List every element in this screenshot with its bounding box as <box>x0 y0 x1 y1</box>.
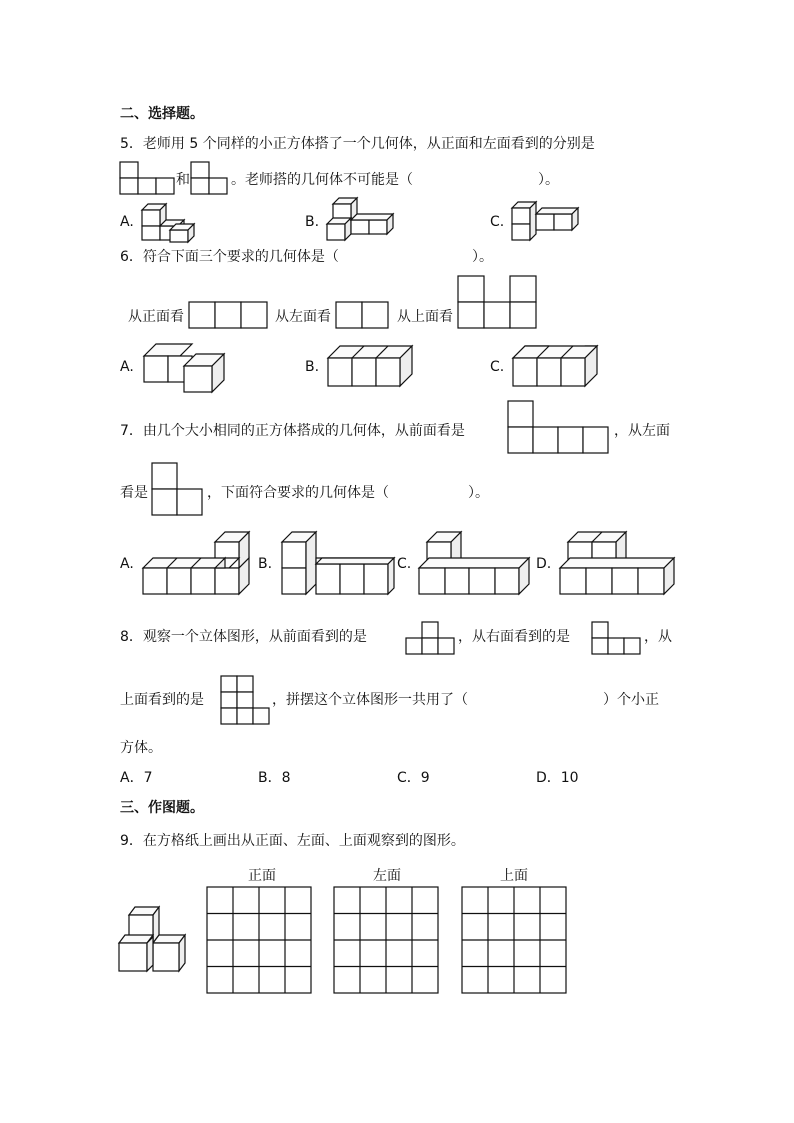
q7-option-a-label: A. <box>120 556 134 572</box>
q8-stem-end: ，从 <box>644 629 672 645</box>
q8-top-view <box>221 676 273 728</box>
q7-close: ）。 <box>468 485 489 501</box>
q6-option-c-figure <box>513 344 605 390</box>
q7-stem: 7．由几个大小相同的正方体搭成的几何体，从前面看是 <box>120 423 465 439</box>
q7-option-a-figure <box>143 530 253 600</box>
q7-stem-end: ，从左面 <box>614 423 670 439</box>
q7-option-c-figure <box>419 530 535 600</box>
q6-option-b-label: B. <box>305 359 320 375</box>
q6-left-label: 从左面看 <box>275 309 331 325</box>
q9-grid-top[interactable] <box>462 887 568 995</box>
q5-option-a-label: A. <box>120 214 134 230</box>
q5-option-c-figure <box>512 202 576 242</box>
q8-option-a: A．7 <box>120 770 153 786</box>
q7-option-b-figure <box>282 530 398 600</box>
q8-stem-3: 方体。 <box>120 740 162 756</box>
q5-left-view <box>191 162 231 196</box>
q8-option-b: B．8 <box>258 770 291 786</box>
q8-option-c: C．9 <box>397 770 430 786</box>
q7-option-c-label: C. <box>397 556 412 572</box>
q6-option-c-label: C. <box>490 359 505 375</box>
q5-front-view <box>120 162 176 196</box>
q9-stem: 9．在方格纸上画出从正面、左面、上面观察到的图形。 <box>120 833 465 849</box>
q5-option-a-figure <box>142 202 200 242</box>
q8-stem-2-start: 上面看到的是 <box>120 692 204 708</box>
q9-solid-figure <box>119 905 189 975</box>
q8-option-d: D．10 <box>536 770 579 786</box>
q7-front-view <box>508 401 614 457</box>
q6-stem: 6．符合下面三个要求的几何体是（ <box>120 249 339 265</box>
q7-option-d-figure <box>560 530 676 600</box>
q6-option-a-label: A. <box>120 359 134 375</box>
q8-right-view <box>592 622 644 656</box>
q5-option-c-label: C. <box>490 214 505 230</box>
q8-stem-mid: ，从右面看到的是 <box>458 629 570 645</box>
section-heading-choice: 二、选择题。 <box>120 106 204 122</box>
q8-stem-2-end: ）个小正 <box>603 692 659 708</box>
q8-stem-2: ，拼摆这个立体图形一共用了（ <box>272 692 468 708</box>
q9-grid-left[interactable] <box>334 887 440 995</box>
q6-left-view <box>336 302 390 330</box>
q5-stem-2: 。老师搭的几何体不可能是（ <box>231 172 413 188</box>
section-heading-draw: 三、作图题。 <box>120 800 204 816</box>
q9-grid-label-left: 左面 <box>373 868 401 884</box>
q5-option-b-label: B. <box>305 214 320 230</box>
q6-front-label: 从正面看 <box>128 309 184 325</box>
q5-option-b-figure <box>327 202 391 242</box>
q9-grid-front[interactable] <box>207 887 313 995</box>
q8-stem: 8．观察一个立体图形，从前面看到的是 <box>120 629 367 645</box>
q5-close: ）。 <box>538 172 559 188</box>
q9-grid-label-top: 上面 <box>500 868 528 884</box>
q7-option-b-label: B. <box>258 556 273 572</box>
q9-grid-label-front: 正面 <box>248 868 276 884</box>
q7-left-view <box>152 463 208 519</box>
q7-option-d-label: D. <box>536 556 552 572</box>
q6-option-b-figure <box>328 344 418 390</box>
q6-front-view <box>189 302 269 330</box>
q8-front-view <box>406 622 458 656</box>
q6-top-view <box>458 276 538 330</box>
q5-stem: 5．老师用 5 个同样的小正方体搭了一个几何体，从正面和左面看到的分别是 <box>120 136 595 152</box>
q6-top-label: 从上面看 <box>397 309 453 325</box>
q6-option-a-figure <box>144 342 228 392</box>
q5-and: 和 <box>176 172 190 188</box>
q6-close: ）。 <box>472 249 493 265</box>
q7-stem-2-start: 看是 <box>120 485 148 501</box>
q7-stem-2: ，下面符合要求的几何体是（ <box>207 485 389 501</box>
